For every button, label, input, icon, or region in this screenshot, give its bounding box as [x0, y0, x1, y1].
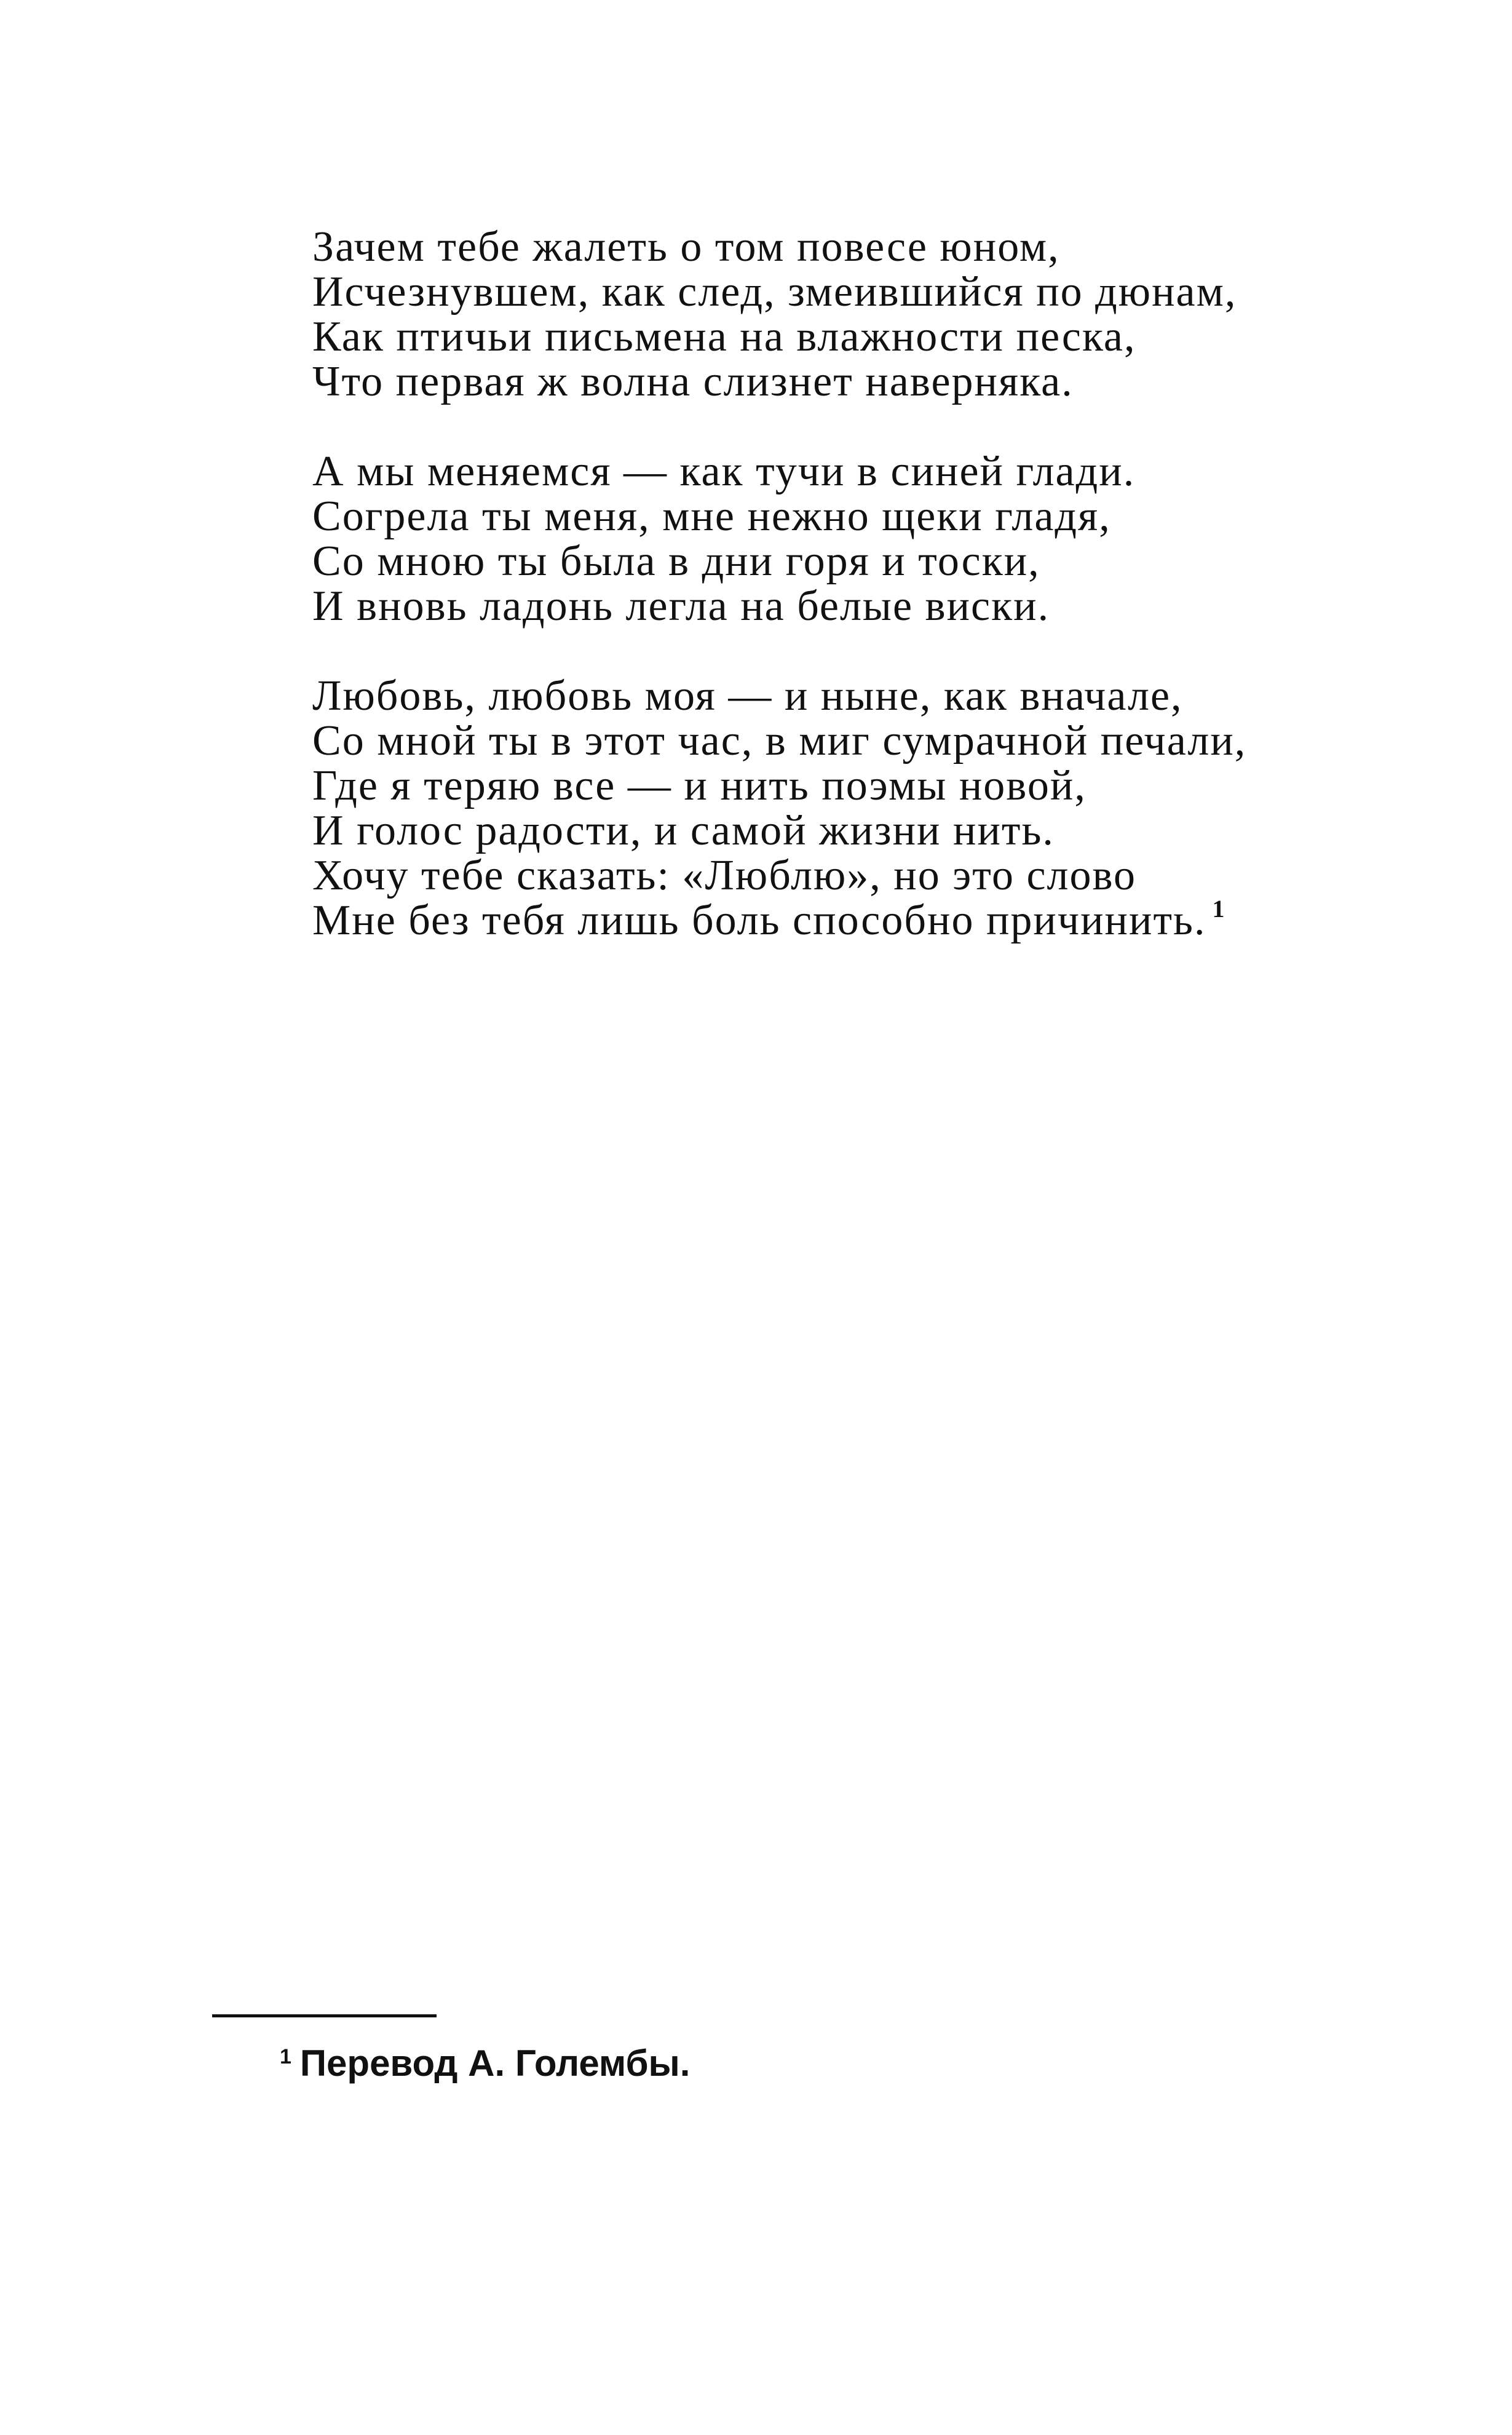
footnote-divider [212, 2014, 437, 2017]
footnote-reference[interactable]: 1 [1212, 895, 1226, 923]
poem-line: А мы меняемся — как тучи в синей глади. [312, 448, 1136, 495]
poem-line: Со мною ты была в дни горя и тоски, [312, 538, 1040, 585]
poem-line: Согрела ты меня, мне нежно щеки гладя, [312, 493, 1111, 540]
stanza-2 [312, 449, 1358, 629]
poem-line: Хочу тебе сказать: «Люблю», но это слово [312, 852, 1137, 899]
stanza-3 [312, 673, 1358, 943]
poem-line: Зачем тебе жалеть о том повесе юном, [312, 223, 1060, 271]
footnote-mark: 1 [280, 2045, 291, 2068]
poem-line: И вновь ладонь легла на белые виски. [312, 582, 1050, 630]
footnote-text: Перевод А. Голембы. [299, 2043, 691, 2084]
poem-line: Со мной ты в этот час, в миг сумрачной печали, [312, 717, 1247, 765]
poem-line-last [312, 895, 1358, 944]
poem-line: Любовь, любовь моя — и ныне, как вначале, [312, 672, 1183, 720]
poem-line: Что первая ж волна слизнет наверняка. [312, 358, 1074, 405]
poem-line: И голос радости, и самой жизни нить. [312, 807, 1055, 854]
poem [312, 224, 1358, 988]
poem-line-text: Мне без тебя лишь боль способно причинить. [312, 897, 1206, 944]
stanza-1 [312, 224, 1358, 404]
poem-line: Исчезнувшем, как след, змеившийся по дюнам, [312, 268, 1237, 316]
footnote [280, 2042, 690, 2085]
poem-line: Где я теряю все — и нить поэмы новой, [312, 762, 1087, 809]
poem-line: Как птичьи письмена на влажности песка, [312, 313, 1136, 360]
